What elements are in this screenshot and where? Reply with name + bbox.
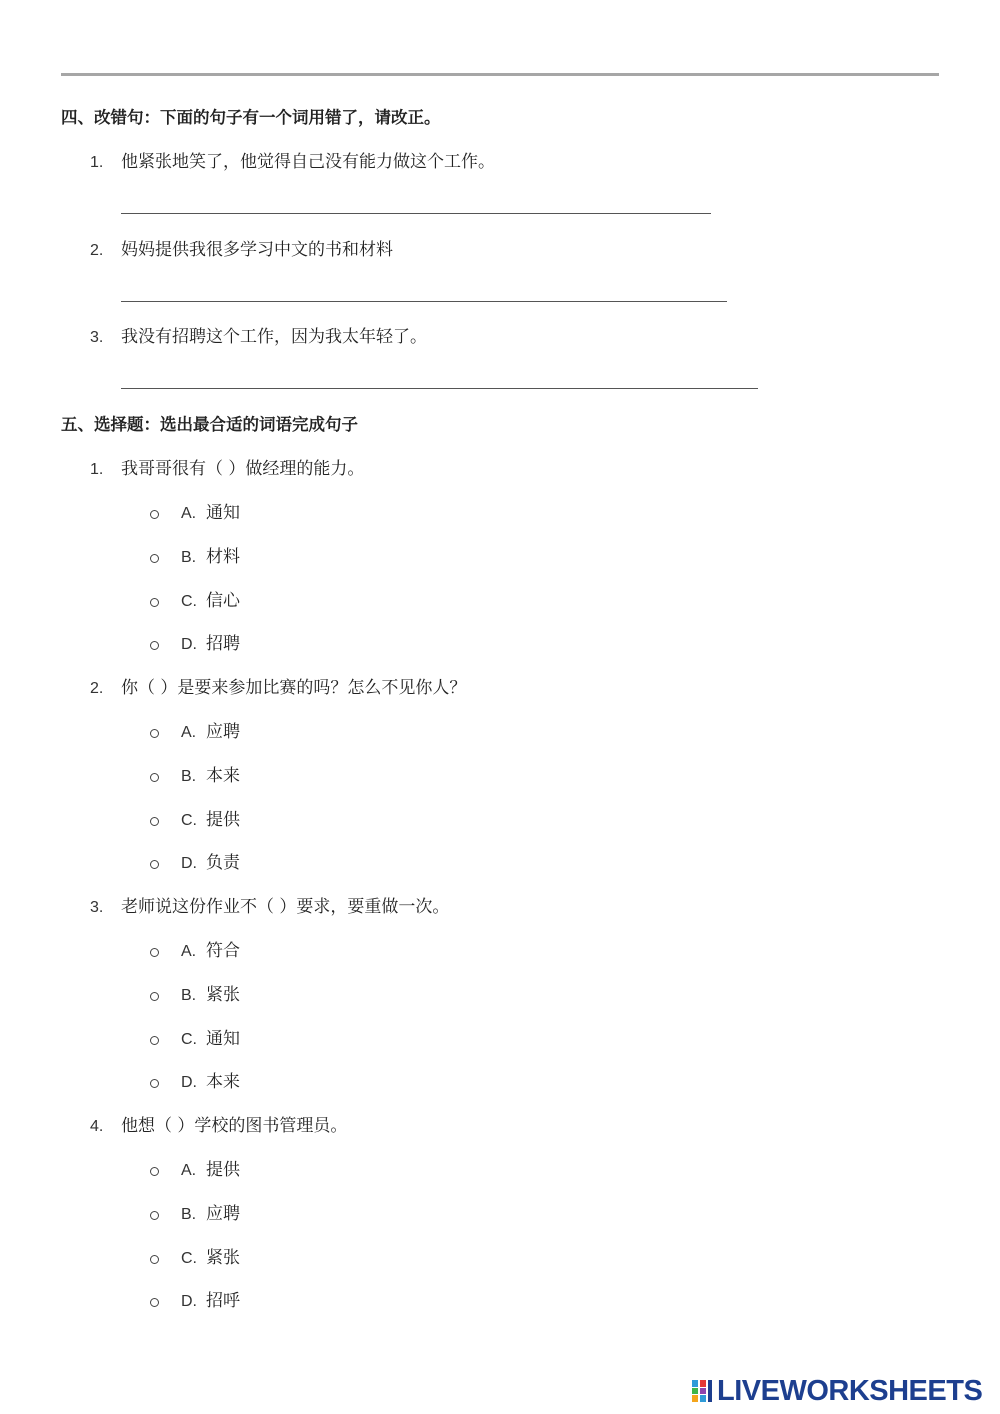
question-3-number: 3. — [90, 899, 104, 916]
q3-option-d-letter: D. — [181, 1074, 197, 1091]
q1-option-c-radio[interactable] — [150, 598, 159, 607]
q2-option-a-letter: A. — [181, 724, 197, 741]
q2-option-b-letter: B. — [181, 768, 197, 785]
q3-option-c-letter: C. — [181, 1031, 197, 1048]
q2-option-b-radio[interactable] — [150, 773, 159, 782]
q1-option-a-radio[interactable] — [150, 510, 159, 519]
correction-item-3-answer-line[interactable] — [121, 388, 758, 389]
question-1-text: 我哥哥很有（ ）做经理的能力。 — [121, 459, 365, 479]
question-4-text: 他想（ ）学校的图书管理员。 — [121, 1116, 348, 1136]
q4-option-d-letter: D. — [181, 1293, 197, 1310]
question-3-text: 老师说这份作业不（ ）要求，要重做一次。 — [121, 897, 450, 917]
q1-option-a-letter: A. — [181, 505, 197, 522]
correction-item-1-text: 他紧张地笑了，他觉得自己没有能力做这个工作。 — [121, 152, 495, 172]
q4-option-b-text[interactable]: 应聘 — [206, 1204, 240, 1224]
correction-item-2-text: 妈妈提供我很多学习中文的书和材料 — [121, 240, 393, 260]
q3-option-c-text[interactable]: 通知 — [206, 1029, 240, 1049]
q2-option-c-letter: C. — [181, 812, 197, 829]
liveworksheets-logo-icon — [692, 1380, 714, 1402]
correction-item-2-answer-line[interactable] — [121, 301, 727, 302]
q2-option-a-radio[interactable] — [150, 729, 159, 738]
q1-option-b-text[interactable]: 材料 — [206, 547, 240, 567]
correction-item-3-text: 我没有招聘这个工作，因为我太年轻了。 — [121, 327, 427, 347]
q1-option-b-letter: B. — [181, 549, 197, 566]
correction-item-1-answer-line[interactable] — [121, 213, 711, 214]
q2-option-b-text[interactable]: 本来 — [206, 766, 240, 786]
q2-option-d-letter: D. — [181, 855, 197, 872]
question-2-number: 2. — [90, 680, 104, 697]
q4-option-d-radio[interactable] — [150, 1298, 159, 1307]
q4-option-b-letter: B. — [181, 1206, 197, 1223]
q3-option-b-text[interactable]: 紧张 — [206, 985, 240, 1005]
q3-option-a-text[interactable]: 符合 — [206, 941, 240, 961]
correction-item-3-number: 3. — [90, 329, 104, 346]
q2-option-c-text[interactable]: 提供 — [206, 810, 240, 830]
liveworksheets-logo[interactable] — [692, 1376, 982, 1406]
q2-option-d-radio[interactable] — [150, 860, 159, 869]
question-2-text: 你（ ）是要来参加比赛的吗？怎么不见你人？ — [121, 678, 467, 698]
q3-option-d-radio[interactable] — [150, 1079, 159, 1088]
q3-option-a-radio[interactable] — [150, 948, 159, 957]
q4-option-b-radio[interactable] — [150, 1211, 159, 1220]
q3-option-b-radio[interactable] — [150, 992, 159, 1001]
q1-option-a-text[interactable]: 通知 — [206, 503, 240, 523]
q4-option-c-letter: C. — [181, 1250, 197, 1267]
q2-option-d-text[interactable]: 负责 — [206, 853, 240, 873]
q2-option-c-radio[interactable] — [150, 817, 159, 826]
q3-option-c-radio[interactable] — [150, 1036, 159, 1045]
q4-option-a-radio[interactable] — [150, 1167, 159, 1176]
q1-option-c-letter: C. — [181, 593, 197, 610]
q1-option-b-radio[interactable] — [150, 554, 159, 563]
top-divider — [61, 73, 939, 76]
q3-option-a-letter: A. — [181, 943, 197, 960]
question-1-number: 1. — [90, 461, 104, 478]
q3-option-d-text[interactable]: 本来 — [206, 1072, 240, 1092]
correction-item-2-number: 2. — [90, 242, 104, 259]
q1-option-d-text[interactable]: 招聘 — [206, 634, 240, 654]
q4-option-a-letter: A. — [181, 1162, 197, 1179]
q1-option-c-text[interactable]: 信心 — [206, 591, 240, 611]
q4-option-c-text[interactable]: 紧张 — [206, 1248, 240, 1268]
q1-option-d-letter: D. — [181, 636, 197, 653]
section-5-title: 五、选择题：选出最合适的词语完成句子 — [61, 415, 358, 434]
q4-option-d-text[interactable]: 招呼 — [206, 1291, 240, 1311]
q4-option-c-radio[interactable] — [150, 1255, 159, 1264]
q3-option-b-letter: B. — [181, 987, 197, 1004]
correction-item-1-number: 1. — [90, 154, 104, 171]
q4-option-a-text[interactable]: 提供 — [206, 1160, 240, 1180]
section-4-title: 四、改错句：下面的句子有一个词用错了，请改正。 — [61, 108, 441, 127]
liveworksheets-logo-text: LIVEWORKSHEETS — [717, 1375, 983, 1407]
question-4-number: 4. — [90, 1118, 104, 1135]
q1-option-d-radio[interactable] — [150, 641, 159, 650]
q2-option-a-text[interactable]: 应聘 — [206, 722, 240, 742]
